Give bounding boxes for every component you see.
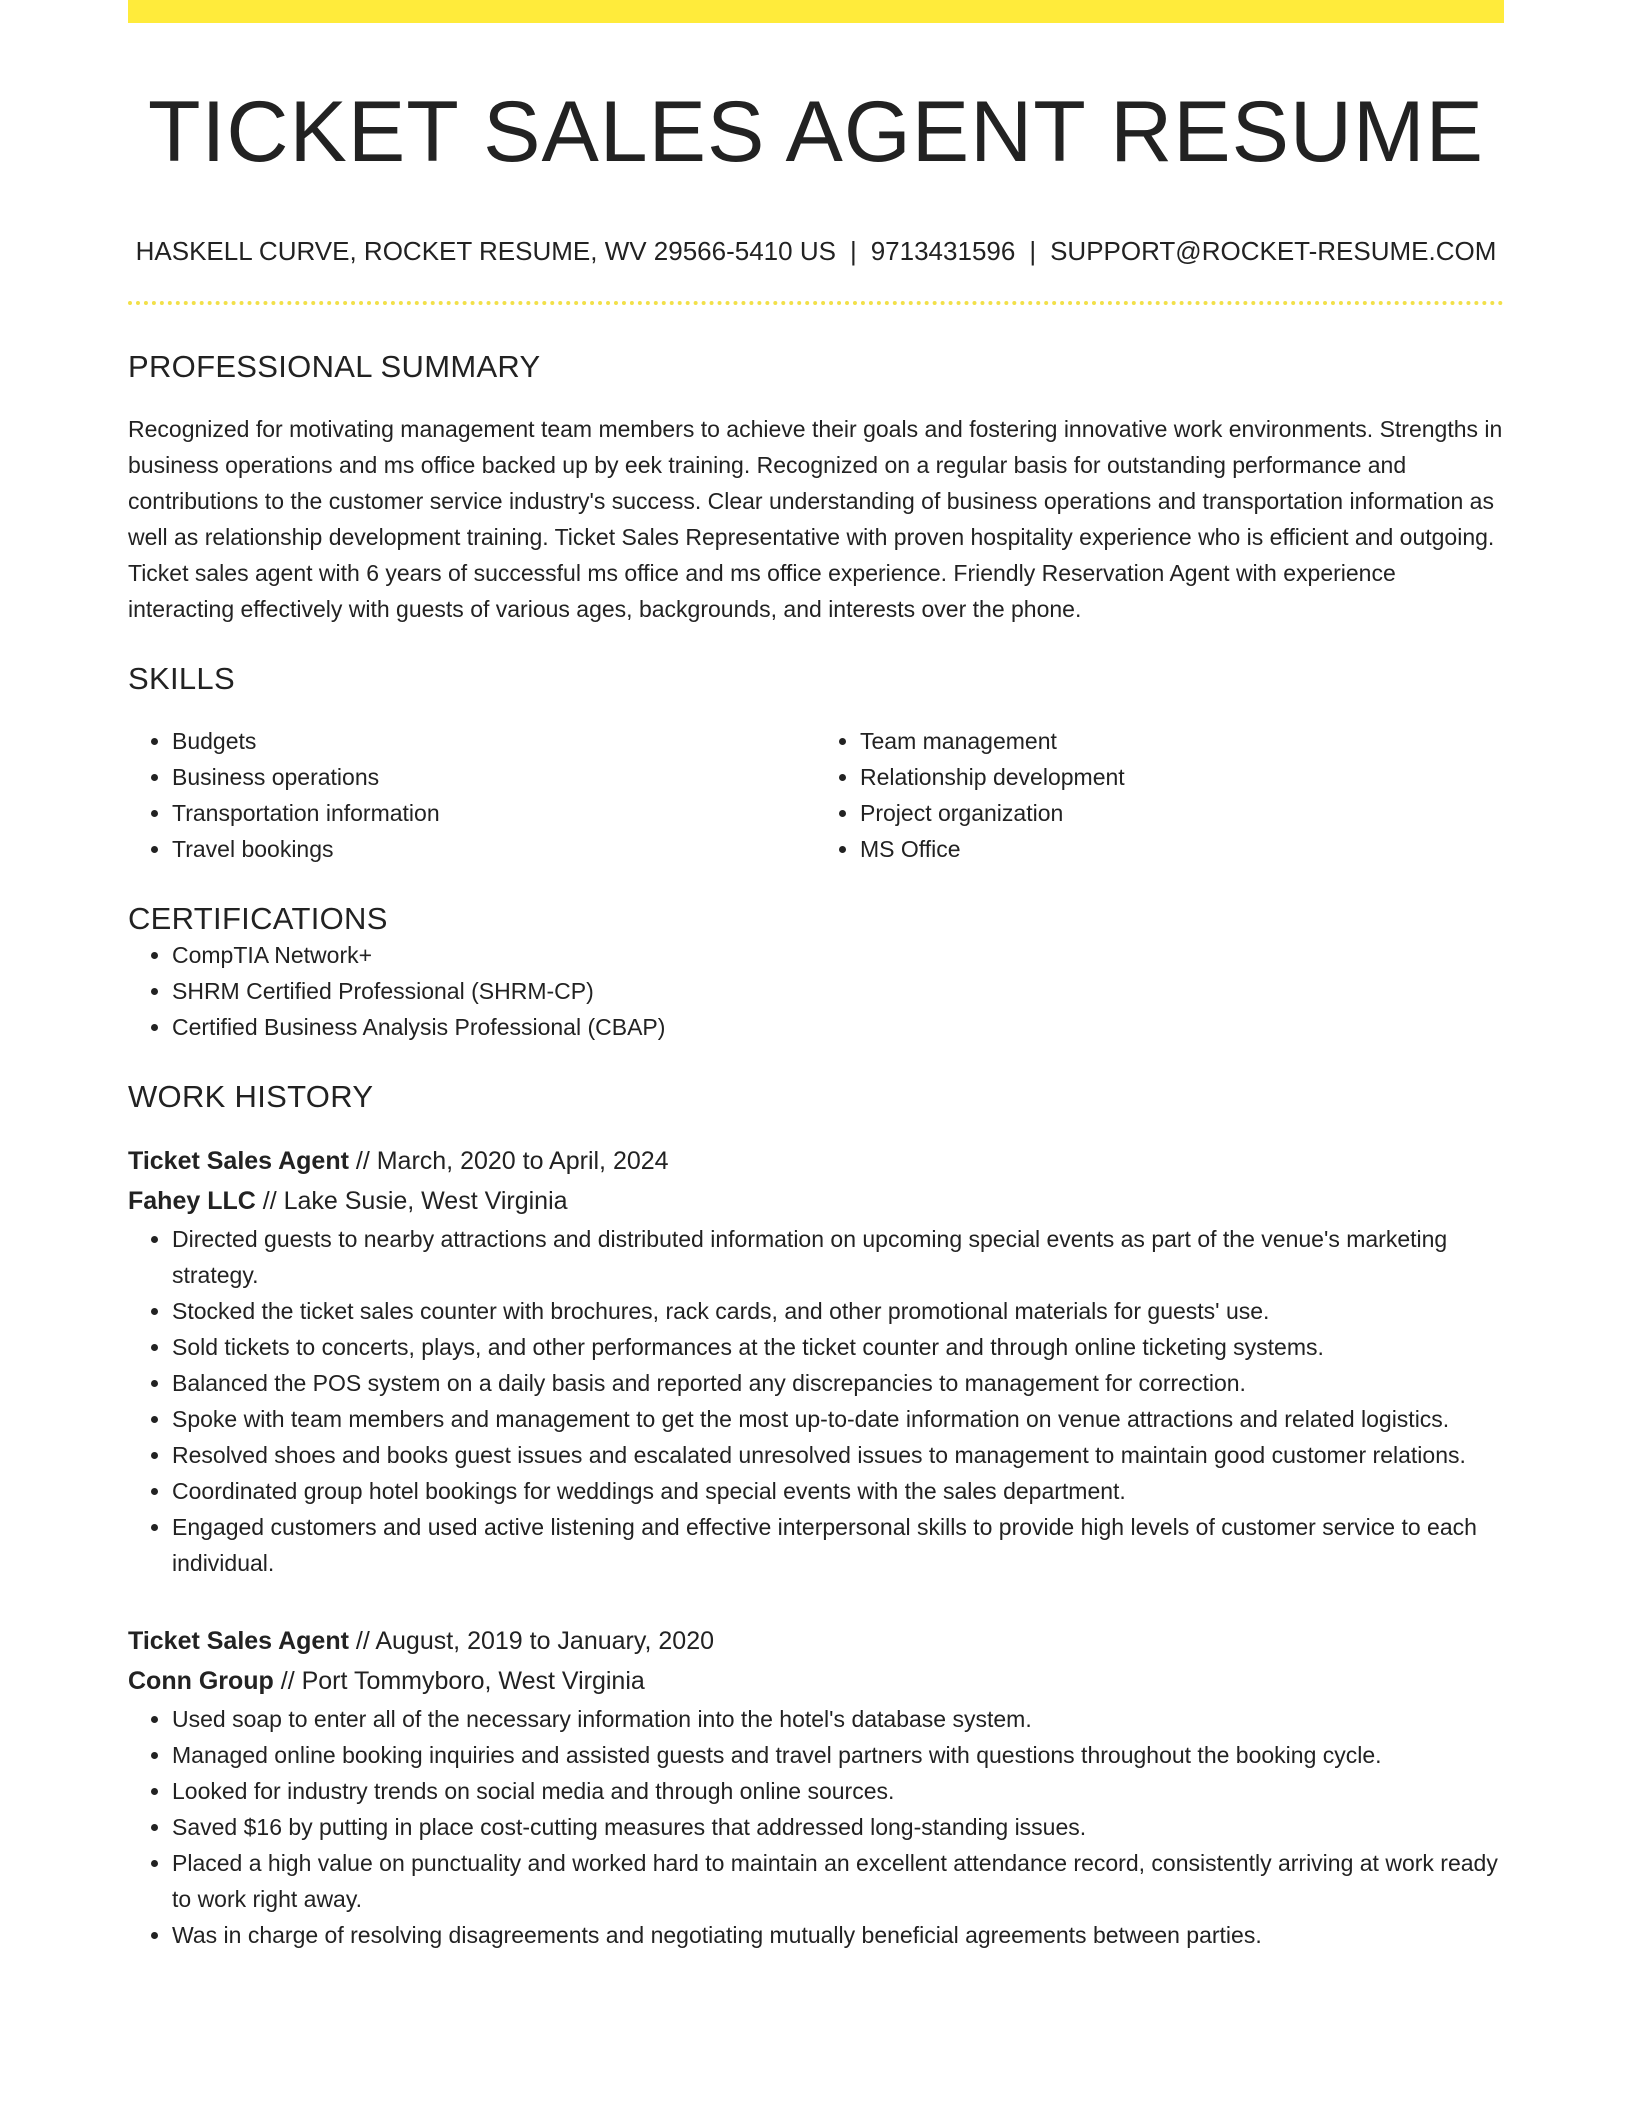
skill-item: • Project organization	[860, 795, 1504, 831]
job-dates: // March, 2020 to April, 2024	[348, 1146, 669, 1175]
job-bullet: • Was in charge of resolving disagreements and negotiating mutually beneficial agreements between parties.	[172, 1917, 1504, 1953]
contact-line	[128, 236, 1504, 267]
job-title-line	[128, 1621, 1504, 1661]
job-role: Ticket Sales Agent	[128, 1146, 349, 1175]
job-bullet: • Looked for industry trends on social media and through online sources.	[172, 1773, 1504, 1809]
job-company-line	[128, 1181, 1504, 1221]
job-company: Conn Group	[128, 1666, 274, 1695]
job-entry	[128, 1141, 1504, 1581]
contact-email: SUPPORT@ROCKET-RESUME.COM	[1050, 235, 1497, 266]
skill-item: • Transportation information	[172, 795, 816, 831]
job-role: Ticket Sales Agent	[128, 1626, 349, 1655]
certification-item: • Certified Business Analysis Professional (CBAP)	[172, 1009, 1504, 1045]
job-entry	[128, 1621, 1504, 1953]
job-bullet: • Coordinated group hotel bookings for weddings and special events with the sales department.	[172, 1473, 1504, 1509]
certifications-list	[128, 937, 1504, 1045]
resume-title: TICKET SALES AGENT RESUME	[147, 84, 1485, 180]
job-bullet: • Saved $16 by putting in place cost-cutting measures that addressed long-standing issues.	[172, 1809, 1504, 1845]
job-bullet: • Resolved shoes and books guest issues and escalated unresolved issues to management to maintain good customer relations.	[172, 1437, 1504, 1473]
skill-item: • Business operations	[172, 759, 816, 795]
summary-text: Recognized for motivating management team members to achieve their goals and fostering innovative work environments. Strengths in business operations and ms office backed up by eek training. Recognized on a regular basis for outstanding performance and contributions to the customer service industry's success. Clear understanding of business operations and transportation information as well as relationship development training. Ticket Sales Representative with proven hospitality experience who is efficient and outgoing. Ticket sales agent with 6 years of successful ms office and ms office experience. Friendly Reservation Agent with experience interacting effectively with guests of various ages, backgrounds, and interests over the phone.	[128, 415, 1503, 622]
skills-column-left	[128, 723, 816, 867]
job-bullet: • Stocked the ticket sales counter with brochures, rack cards, and other promotional materials for guests' use.	[172, 1293, 1504, 1329]
certifications-heading: CERTIFICATIONS	[128, 900, 388, 936]
skills-heading: SKILLS	[128, 660, 235, 696]
work-history-heading: WORK HISTORY	[128, 1078, 374, 1114]
skill-item: • MS Office	[860, 831, 1504, 867]
contact-separator: |	[849, 235, 857, 266]
skills-column-right	[816, 723, 1504, 867]
skill-item: • Team management	[860, 723, 1504, 759]
job-bullet: • Managed online booking inquiries and assisted guests and travel partners with questions throughout the booking cycle.	[172, 1737, 1504, 1773]
skill-item: • Travel bookings	[172, 831, 816, 867]
job-dates: // August, 2019 to January, 2020	[348, 1626, 715, 1655]
certification-item: • SHRM Certified Professional (SHRM-CP)	[172, 973, 1504, 1009]
job-company-line	[128, 1661, 1504, 1701]
summary-heading: PROFESSIONAL SUMMARY	[128, 348, 541, 384]
skills-list	[128, 723, 1504, 867]
top-accent-bar	[128, 0, 1504, 23]
job-title-line	[128, 1141, 1504, 1181]
job-location: // Lake Susie, West Virginia	[255, 1186, 568, 1215]
job-bullet: • Placed a high value on punctuality and worked hard to maintain an excellent attendance record, consistently arriving at work ready to work right away.	[172, 1845, 1504, 1917]
job-company: Fahey LLC	[128, 1186, 256, 1215]
skill-item: • Budgets	[172, 723, 816, 759]
job-bullets	[128, 1701, 1504, 1953]
contact-address: HASKELL CURVE, ROCKET RESUME, WV 29566-5410 US	[135, 235, 836, 266]
job-location: // Port Tommyboro, West Virginia	[273, 1666, 645, 1695]
job-bullet: • Spoke with team members and management to get the most up-to-date information on venue attractions and related logistics.	[172, 1401, 1504, 1437]
certification-item: • CompTIA Network+	[172, 937, 1504, 973]
job-bullet: • Engaged customers and used active listening and effective interpersonal skills to provide high levels of customer service to each individual.	[172, 1509, 1504, 1581]
job-bullet: • Balanced the POS system on a daily basis and reported any discrepancies to management for correction.	[172, 1365, 1504, 1401]
resume-page	[128, 0, 1504, 1953]
contact-separator: |	[1029, 235, 1037, 266]
contact-phone: 9713431596	[870, 235, 1016, 266]
job-bullet: • Sold tickets to concerts, plays, and other performances at the ticket counter and through online ticketing systems.	[172, 1329, 1504, 1365]
job-bullets	[128, 1221, 1504, 1581]
skill-item: • Relationship development	[860, 759, 1504, 795]
job-bullet: • Directed guests to nearby attractions and distributed information on upcoming special events as part of the venue's marketing strategy.	[172, 1221, 1504, 1293]
dotted-divider	[128, 301, 1504, 305]
job-bullet: • Used soap to enter all of the necessary information into the hotel's database system.	[172, 1701, 1504, 1737]
